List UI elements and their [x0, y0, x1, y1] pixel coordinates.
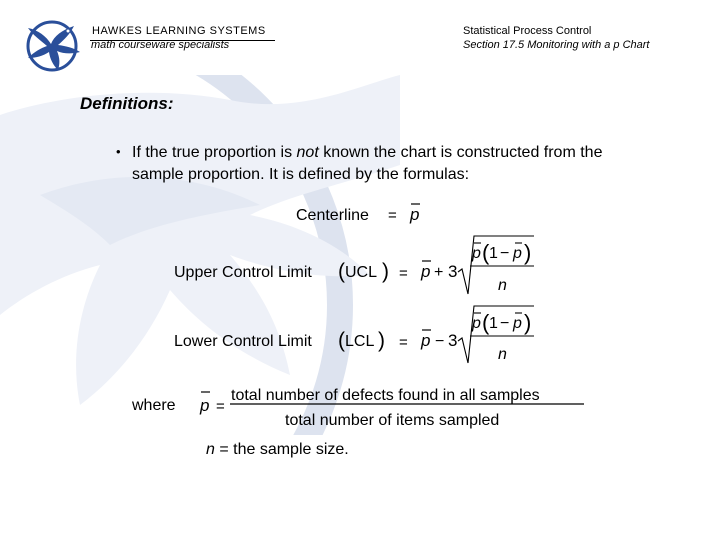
centerline-equals: =: [388, 207, 397, 224]
sample-size-var: n: [206, 441, 215, 458]
ucl-p: p: [421, 262, 431, 281]
slide-heading: Definitions:: [80, 94, 174, 113]
svg-text:(: (: [338, 329, 345, 352]
pbar-equals: =: [216, 398, 225, 415]
svg-text:): ): [378, 329, 385, 352]
ucl-three: 3: [448, 262, 458, 281]
lcl-inner-p: p: [513, 315, 522, 332]
svg-text:): ): [524, 310, 532, 335]
svg-text:): ): [524, 240, 532, 265]
svg-text:): ): [382, 260, 389, 283]
formula-block: [170, 196, 590, 436]
ucl-n: n: [498, 277, 507, 294]
lcl-p: p: [421, 331, 431, 350]
fraction-numerator: total number of defects found in all samples: [231, 387, 540, 404]
lcl-n: n: [498, 346, 507, 363]
ucl-equals: =: [399, 265, 408, 282]
bullet-text-pre: If the true proportion is: [132, 144, 297, 161]
section-title: Section 17.5 Monitoring with a p Chart: [463, 39, 650, 51]
fraction-denominator: total number of items sampled: [285, 412, 500, 429]
ucl-label: Upper Control Limit: [174, 264, 312, 281]
bullet-icon: •: [116, 144, 121, 159]
svg-text:(: (: [482, 240, 490, 265]
lcl-one: 1: [489, 315, 498, 332]
pbar-symbol: p: [200, 396, 210, 415]
lcl-label: Lower Control Limit: [174, 333, 312, 350]
ucl-minus: −: [500, 245, 510, 262]
lcl-abbr: LCL: [345, 333, 375, 350]
ucl-inner-p: p: [513, 245, 522, 262]
lcl-num-p: p: [472, 315, 481, 332]
sample-size-note: [206, 441, 349, 459]
svg-text:(: (: [482, 310, 490, 335]
eagle-logo-icon: [24, 18, 82, 72]
lcl-three: 3: [448, 331, 458, 350]
lcl-equals: =: [399, 334, 408, 351]
bullet-text-emphasis: not: [296, 144, 319, 161]
ucl-one: 1: [489, 245, 498, 262]
ucl-plus: +: [434, 264, 444, 281]
centerline-label: Centerline: [296, 207, 369, 224]
where-label: where: [132, 397, 176, 414]
ucl-num-p: p: [472, 245, 481, 262]
svg-text:(: (: [338, 260, 345, 283]
sample-size-text: = the sample size.: [214, 441, 349, 458]
bullet-text-post: known the chart is constructed from the sample proportion. It is defined by the formulas:: [132, 144, 603, 183]
course-title: Statistical Process Control: [463, 25, 592, 37]
centerline-p: p: [410, 205, 420, 224]
bullet-text: [132, 142, 652, 186]
lcl-minus-sign: −: [435, 333, 445, 350]
ucl-abbr: UCL: [345, 264, 378, 281]
lcl-minus: −: [500, 315, 510, 332]
company-tagline: math courseware specialists: [91, 39, 230, 51]
company-name: HAWKES LEARNING SYSTEMS: [92, 25, 266, 37]
